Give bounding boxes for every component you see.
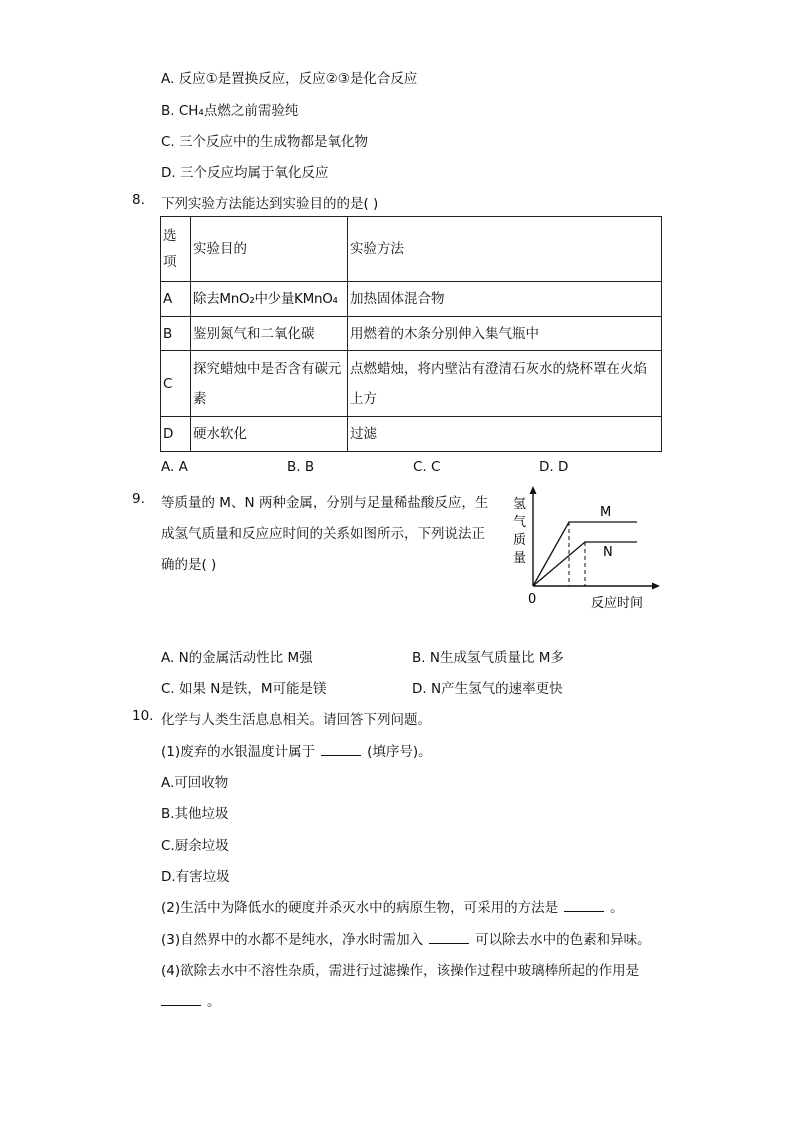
q10-part4-line2 — [161, 990, 221, 1010]
q10-part4-suffix: 。 — [207, 994, 221, 1010]
q9-stem-line3: 确的是( ) — [161, 557, 217, 573]
q10-choice-d: D.有害垃圾 — [161, 869, 230, 885]
q10-number: 10. — [132, 708, 154, 724]
header-option: 选项 — [161, 217, 191, 282]
q10-part1-suffix: (填序号)。 — [367, 744, 432, 760]
q10-choice-a: A.可回收物 — [161, 775, 229, 791]
q10-part2-text: (2)生活中为降低水的硬度并杀灭水中的病原生物，可采用的方法是 — [161, 900, 559, 916]
row-purpose: 鉴别氮气和二氧化碳 — [191, 317, 348, 351]
row-method: 加热固体混合物 — [348, 282, 662, 317]
q10-part3 — [161, 928, 651, 948]
q9-option-d: D. N产生氢气的速率更快 — [412, 681, 563, 697]
y-label-char: 质 — [513, 533, 527, 548]
q10-choice-b: B.其他垃圾 — [161, 806, 229, 822]
q10-part3-text: (3)自然界中的水都不是纯水，净水时需加入 — [161, 932, 424, 948]
row-purpose: 探究蜡烛中是否含有碳元素 — [191, 351, 348, 417]
header-purpose: 实验目的 — [191, 217, 348, 282]
row-label: A — [161, 282, 191, 317]
table-row — [161, 417, 662, 452]
table-header-row — [161, 217, 662, 282]
curve-m-label: M — [600, 505, 612, 520]
row-label: B — [161, 317, 191, 351]
q9-number: 9. — [132, 491, 145, 507]
q10-stem: 化学与人类生活息息相关。请回答下列问题。 — [161, 712, 431, 728]
q7-option-d: D. 三个反应均属于氧化反应 — [161, 165, 329, 181]
curve-n-label: N — [603, 545, 613, 560]
q9-option-c: C. 如果 N是铁，M可能是镁 — [161, 681, 327, 697]
q10-part4-line1: (4)欲除去水中不溶性杂质，需进行过滤操作，该操作过程中玻璃棒所起的作用是 — [161, 963, 640, 979]
table-row — [161, 351, 662, 417]
header-method: 实验方法 — [348, 217, 662, 282]
row-method: 点燃蜡烛，将内壁沾有澄清石灰水的烧杯罩在火焰上方 — [348, 351, 662, 417]
q10-part3-suffix: 可以除去水中的色素和异味。 — [475, 932, 651, 948]
q9-stem-line2: 成氢气质量和反应应时间的关系如图所示，下列说法正 — [161, 526, 485, 542]
row-purpose: 除去MnO₂中少量KMnO₄ — [191, 282, 348, 317]
answer-blank[interactable] — [564, 897, 604, 912]
q9-option-b: B. N生成氢气质量比 M多 — [412, 650, 564, 666]
q10-part2-suffix: 。 — [610, 900, 624, 916]
x-axis-label: 反应时间 — [591, 596, 644, 611]
row-method: 过滤 — [348, 417, 662, 452]
q8-number: 8. — [132, 192, 145, 208]
experiment-table — [160, 216, 662, 452]
answer-blank[interactable] — [161, 991, 201, 1006]
hydrogen-mass-graph — [505, 486, 665, 616]
origin-label: 0 — [528, 592, 537, 607]
q8-answer-d: D. D — [539, 459, 569, 475]
y-label-char: 氢 — [513, 497, 527, 512]
q9-option-a: A. N的金属活动性比 M强 — [161, 650, 313, 666]
curve-m — [533, 522, 637, 586]
q7-option-a: A. 反应①是置换反应，反应②③是化合反应 — [161, 71, 418, 87]
q10-part2 — [161, 896, 624, 916]
table-row — [161, 317, 662, 351]
q10-part1-text: (1)废弃的水银温度计属于 — [161, 744, 316, 760]
row-purpose: 硬水软化 — [191, 417, 348, 452]
table-row — [161, 282, 662, 317]
y-label-char: 量 — [513, 551, 527, 566]
q8-stem: 下列实验方法能达到实验目的的是( ) — [161, 196, 379, 212]
row-label: D — [161, 417, 191, 452]
q7-option-b: B. CH₄点燃之前需验纯 — [161, 103, 299, 119]
q10-choice-c: C.厨余垃圾 — [161, 838, 229, 854]
q9-stem-line1: 等质量的 M、N 两种金属，分别与足量稀盐酸反应，生 — [161, 495, 489, 511]
y-label-char: 气 — [513, 515, 527, 530]
q10-part1 — [161, 740, 432, 760]
row-method: 用燃着的木条分别伸入集气瓶中 — [348, 317, 662, 351]
answer-blank[interactable] — [429, 929, 469, 944]
answer-blank[interactable] — [321, 741, 361, 756]
x-axis-arrow — [652, 583, 660, 590]
q8-answer-b: B. B — [287, 459, 315, 475]
row-label: C — [161, 351, 191, 417]
y-axis-arrow — [530, 486, 537, 494]
q7-option-c: C. 三个反应中的生成物都是氧化物 — [161, 134, 369, 150]
q8-answer-c: C. C — [413, 459, 441, 475]
q8-answer-a: A. A — [161, 459, 188, 475]
